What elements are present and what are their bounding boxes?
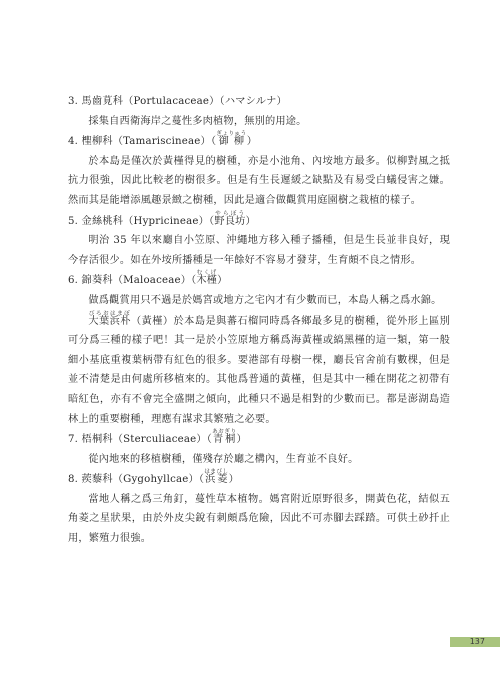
entry-heading-8 xyxy=(68,469,450,490)
entry-paragraph-4: 於本島是僅次於黃槿得見的樹種，亦是小池角、內垵地方最多。似柳對風之抵抗力很強，因此比較老的樹很多。但是有生長遲緩之缺點及有易受白蟻侵害之嫌。然而其是能增添風趣景緻之樹種，因此是適合做觀賞用庭園樹之栽植的樣子。 xyxy=(68,155,450,206)
entry-heading-7-label: 7. 梧桐科（Sterculiaceae）（ xyxy=(68,434,213,446)
entry-heading-4-close: ） xyxy=(246,136,258,148)
entry-heading-3: 3. 馬齒莧科（Portulacaceae）（ハマシルナ） xyxy=(68,96,287,107)
entry-heading-6-reading: 木槿むくげ xyxy=(196,270,218,287)
entry-paragraph-6b xyxy=(68,311,450,430)
entry-paragraph-3: 採集自西衛海岸之蔓性多肉植物，無別的用途。 xyxy=(88,115,307,127)
page-number: 137 xyxy=(469,637,485,646)
entry-heading-6-label: 6. 錦葵科（Maloaceae）（ xyxy=(68,275,197,287)
entry-heading-4-label: 4. 檉柳科（Tamariscineae）（ xyxy=(68,136,217,148)
entry-paragraph-6a: 做爲觀賞用只不過是於媽宮或地方之宅內才有少數而已，本島人稱之爲水錦。 xyxy=(88,294,442,306)
entry-heading-7-close: ） xyxy=(236,434,247,446)
entry-heading-6 xyxy=(68,270,450,291)
entry-heading-7 xyxy=(68,429,450,450)
entry-heading-4-reading: 御柳ぎょりゅう xyxy=(216,131,247,148)
entry-paragraph-7: 從內地來的移植樹種，僅殘存於廳之構內，生育並不良好。 xyxy=(88,453,359,465)
entry-heading-4 xyxy=(68,131,450,152)
entry-heading-8-label: 8. 蒺藜科（Gygohyllcae）（ xyxy=(68,474,205,486)
page-body xyxy=(68,92,450,549)
entry-heading-6-close: ） xyxy=(217,275,228,287)
entry-heading-7-reading: 青桐あおぎり xyxy=(212,429,237,446)
entry-paragraph-5: 明治 35 年以來廳自小笠原、沖繩地方移入種子播種，但是生長並非良好，現今存活很少。如在外垵所播種是一年餘好不容易才發芽，生育頗不良之情形。 xyxy=(68,235,450,266)
entry-heading-5 xyxy=(68,211,450,232)
entry-paragraph-8: 當地人稱之爲三角釘，蔓性草本植物。媽宮附近原野很多，開黃色花，結似五角菱之星狀果，由於外皮尖銳有刺頗爲危險，因此不可赤腳去踩踏。可供土砂扦止用，繁殖力很強。 xyxy=(68,493,450,545)
entry-paragraph-6b-reading: 大葉浜朴びろおはまぼ xyxy=(88,310,131,327)
entry-heading-5-close: ） xyxy=(245,215,256,227)
entry-paragraph-6b-text: （黃槿）於本島是與蕃石榴同時爲各鄉最多見的樹種，從外形上區別可分爲三種的樣子吧！其一是於小笠原地方稱爲海黃槿或縞黑槿的這一類，第一般細小基底重複葉柄帶有紅色的很多。要港部有母樹一棵，廳長官舍前有數棵，但是並不清楚是由何處所移植來的。其他爲普通的黃槿，但是其中一種在開花之初帶有暗紅色，亦有不會完全盛開之傾向，此種只不過是相對的少數而已。都是澎湖島造林上的重要樹種，理應有謀求其繁殖之必要。 xyxy=(68,315,450,425)
entry-heading-8-reading: 浜菱はまびし xyxy=(204,469,229,486)
entry-heading-5-reading: 野良坊やらぼう xyxy=(214,210,246,227)
entry-heading-5-label: 5. 金絲桃科（Hypricineae）（ xyxy=(68,215,215,227)
entry-heading-8-close: ） xyxy=(228,474,239,486)
